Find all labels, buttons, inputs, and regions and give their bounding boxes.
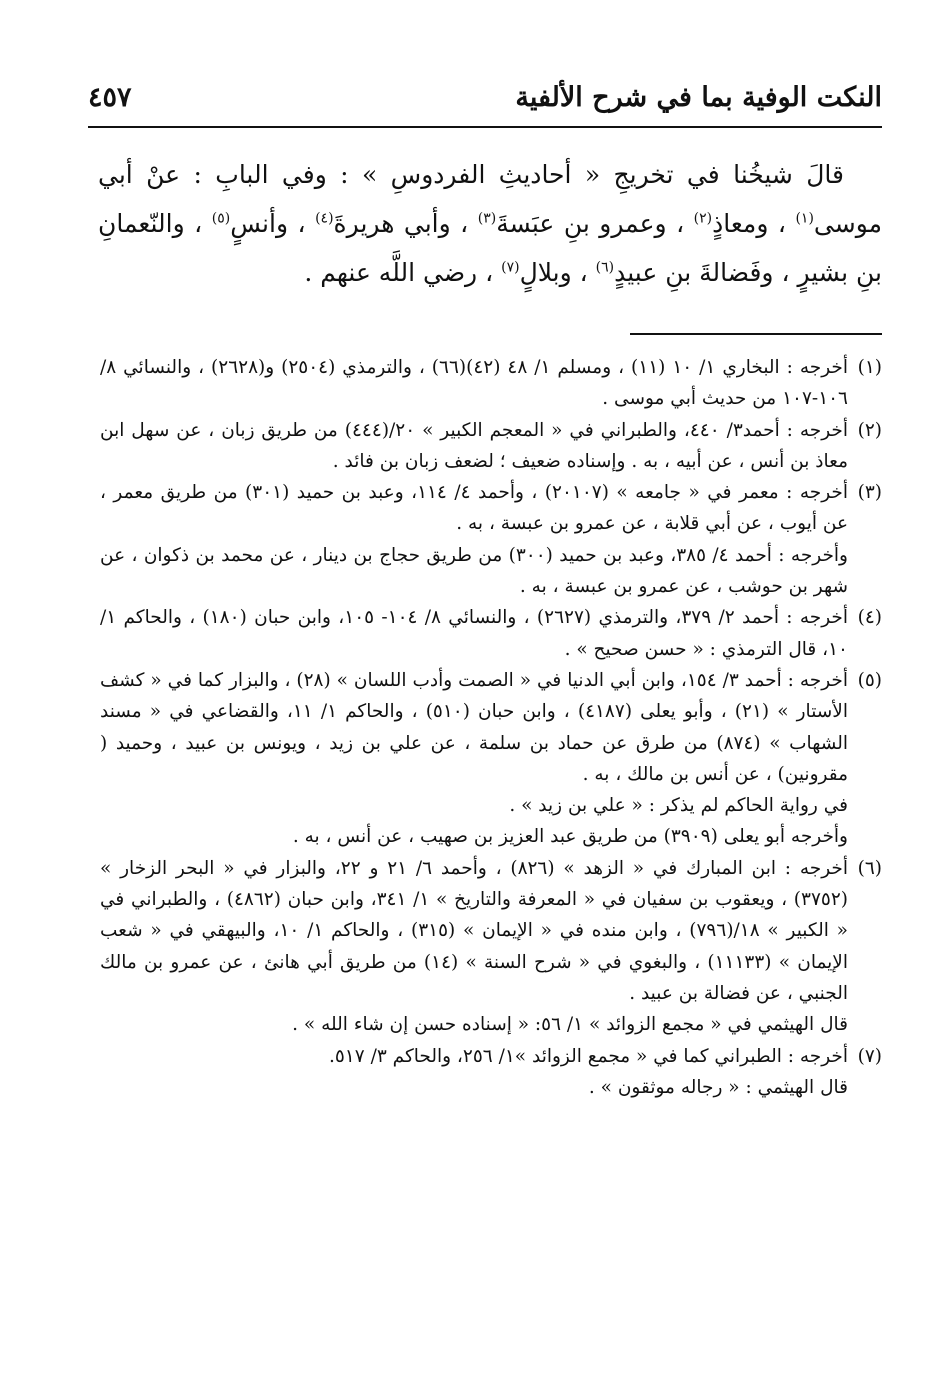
footnote-text: أخرجه : أحمد ٣/ ١٥٤، وابن أبي الدنيا في « الصمت وأدب اللسان » (٢٨) ، والبزار كما في « كشف الأستار » (٢١) ، وأبو يعلى (٤١٨٧) ، وابن حبان (٥١٠) ، والحاكم ١/ ١١، والقضاعي في « مسند الشهاب » (٨٧٤) من طرق عن حماد بن سلمة ، عن علي بن زيد ، ويونس بن عبيد ، وحميد ( مقرونين) ، عن أنس بن مالك ، به . xyxy=(100,669,848,785)
footnote-text: أخرجه : أحمد٣/ ٤٤٠، والطبراني في « المعجم الكبير » ٢٠/(٤٤٤) من طريق زبان ، عن سهل ابن معاذ بن أنس ، عن أبيه ، به . وإسناده ضعيف ؛ لضعف زبان بن فائد . xyxy=(100,419,848,472)
header-divider xyxy=(88,126,882,128)
footnote-ref: (٦) xyxy=(595,259,615,276)
text-segment: ، وأبي هريرةَ xyxy=(333,209,469,238)
page-header xyxy=(88,78,882,124)
footnote-6 xyxy=(100,853,882,1009)
footnote-7-continuation: قال الهيثمي : « رجاله موثقون » . xyxy=(588,1076,848,1098)
footnote-3 xyxy=(100,477,882,540)
footnote-ref: (٣) xyxy=(477,210,497,227)
footnote-text: أخرجه : ابن المبارك في « الزهد » (٨٢٦) ، وأحمد ٦/ ٢١ و ٢٢، والبزار في « البحر الزخار » (٣٧٥٢) ، ويعقوب بن سفيان في « المعرفة والتاريخ » ١/ ٣٤١، وابن حبان (٤٨٦٢) ، والطبراني في « الكبير » ١٨/(٧٩٦) ، وابن منده في « الإيمان » (٣١٥) ، والحاكم ١/ ١٠، والبيهقي في « شعب الإيمان » (١١١٣٣) ، والبغوي في « شرح السنة » (١٤) من طريق أبي هانئ ، عن عمرو بن مالك الجنبي ، عن فضالة بن عبيد . xyxy=(100,857,848,1004)
footnote-number: (٦) xyxy=(857,857,882,879)
footnote-7 xyxy=(100,1041,882,1072)
footnote-number: (١) xyxy=(857,357,882,378)
main-paragraph xyxy=(98,150,882,297)
footnote-6-continuation: قال الهيثمي في « مجمع الزوائد » ١/ ٥٦: « إسناده حسن إن شاء الله » . xyxy=(292,1014,848,1036)
footnote-text: أخرجه : معمر في « جامعه » (٢٠١٠٧) ، وأحمد ٤/ ١١٤، وعبد بن حميد (٣٠١) من طريق معمر ، عن أيوب ، عن أبي قلابة ، عن عمرو بن عبسة ، به . xyxy=(100,482,848,535)
text-segment: ، رضي اللَّه عنهم . xyxy=(304,258,494,287)
footnote-ref: (٥) xyxy=(211,210,231,227)
text-segment: ، والنّعمانِ بنِ بشيرٍ ، وفَضالةَ بنِ عبيدٍ xyxy=(98,209,882,287)
text-segment: ، وأنسٍ xyxy=(230,209,306,238)
text-segment: ، وعمرو بنِ عبَسةَ xyxy=(496,209,685,238)
footnote-number: (٧) xyxy=(857,1045,882,1067)
footnote-ref: (١) xyxy=(795,210,814,227)
main-text xyxy=(98,150,882,297)
footnote-ref: (٢) xyxy=(693,210,713,227)
footnotes xyxy=(100,352,882,1103)
footnote-number: (٣) xyxy=(857,482,882,504)
text-segment: ، ومعاذٍ xyxy=(712,209,786,238)
footnote-ref: (٧) xyxy=(501,259,520,276)
footnote-number: (٢) xyxy=(857,419,882,441)
footnote-5 xyxy=(100,665,882,790)
footnote-3-continuation: وأخرجه : أحمد ٤/ ٣٨٥، وعبد بن حميد (٣٠٠) من طريق حجاج بن دينار ، عن محمد بن ذكوان ، عن شهر بن حوشب ، عن عمرو بن عبسة ، به . xyxy=(100,544,848,598)
footnote-number: (٤) xyxy=(857,607,882,629)
footnote-text: أخرجه : الطبراني كما في « مجمع الزوائد »١/ ٢٥٦، والحاكم ٣/ ٥١٧. xyxy=(328,1045,848,1067)
footnote-5-continuation: وأخرجه أبو يعلى (٣٩٠٩) من طريق عبد العزيز بن صهيب ، عن أنس ، به . xyxy=(292,826,848,848)
text-segment: ، وبلالٍ xyxy=(519,258,588,287)
footnote-text: أخرجه : أحمد ٢/ ٣٧٩، والترمذي (٢٦٢٧) ، والنسائي ٨/ ١٠٤- ١٠٥، وابن حبان (١٨٠) ، والحاكم ١/ ١٠، قال الترمذي : « حسن صحيح » . xyxy=(100,607,848,660)
footnote-text: أخرجه : البخاري ١/ ١٠ (١١) ، ومسلم ١/ ٤٨ (٤٢)(٦٦) ، والترمذي (٢٥٠٤) و(٢٦٢٨) ، والنسائي ٨/ ١٠٦-١٠٧ من حديث أبي موسى . xyxy=(100,357,848,410)
running-title: النكت الوفية بما في شرح الألفية xyxy=(515,82,882,113)
footnote-5-continuation: في رواية الحاكم لم يذكر : « علي بن زيد » . xyxy=(509,795,848,817)
footnote-ref: (٤) xyxy=(315,210,334,227)
footnote-4 xyxy=(100,602,882,665)
footnote-1 xyxy=(100,352,882,415)
text-segment: قالَ شيخُنا في تخريجِ « أحاديثِ الفردوسِ » : وفي البابِ : عنْ أبي موسى xyxy=(98,160,882,238)
page-number: ٤٥٧ xyxy=(88,82,132,113)
footnote-2 xyxy=(100,415,882,478)
footnote-divider xyxy=(630,333,882,335)
footnote-number: (٥) xyxy=(857,669,882,691)
